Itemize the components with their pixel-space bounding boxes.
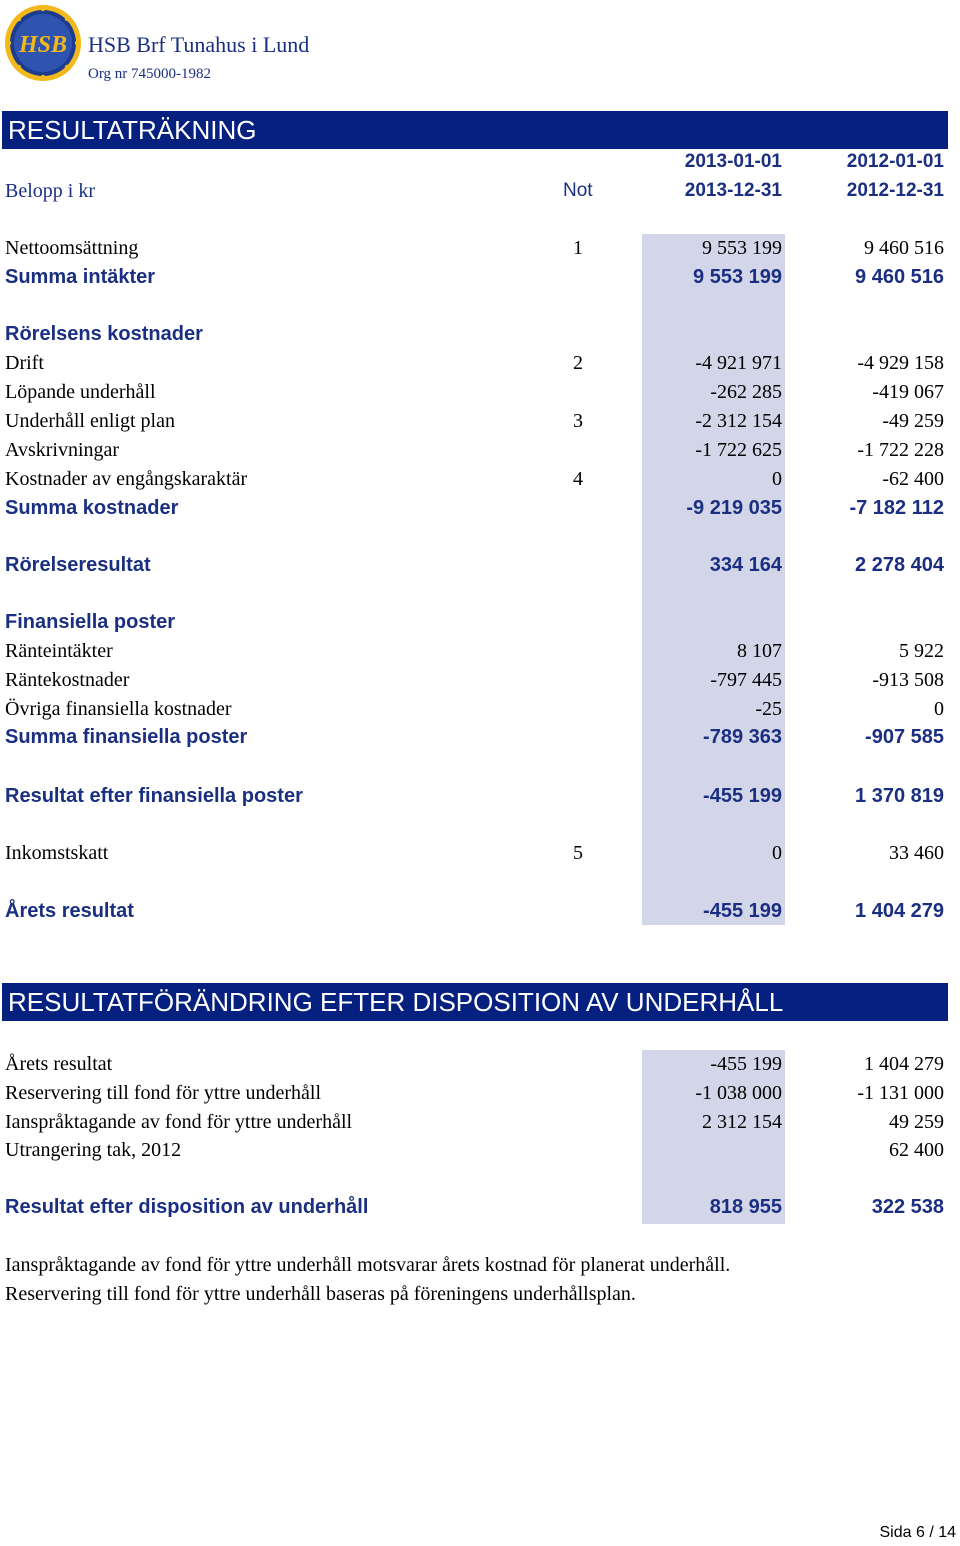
page-number: Sida 6 / 14 bbox=[879, 1524, 956, 1541]
row-label: Underhåll enligt plan bbox=[5, 410, 175, 432]
col1-to-date: 2013-12-31 bbox=[684, 180, 782, 201]
row-drift bbox=[0, 349, 960, 378]
row-label: Resultat efter finansiella poster bbox=[5, 785, 303, 807]
row-lopande-underhall bbox=[0, 378, 960, 407]
row-ranteintakter bbox=[0, 637, 960, 666]
row-resultat-efter-finansiella bbox=[0, 782, 960, 811]
row-label: Resultat efter disposition av underhåll bbox=[5, 1196, 369, 1218]
row-value-2013: -9 219 035 bbox=[686, 497, 782, 519]
row-value-2012: 322 538 bbox=[871, 1196, 944, 1218]
section-label: Finansiella poster bbox=[5, 611, 176, 633]
row-value-2012: 2 278 404 bbox=[855, 554, 944, 576]
row-rorelseresultat bbox=[0, 551, 960, 580]
document-header bbox=[0, 0, 960, 100]
row-label: Räntekostnader bbox=[5, 669, 130, 691]
row-summa-kostnader bbox=[0, 494, 960, 523]
row-label: Ränteintäkter bbox=[5, 640, 113, 662]
row-label: Årets resultat bbox=[5, 900, 134, 922]
row-label: Övriga finansiella kostnader bbox=[5, 698, 232, 720]
row-label: Reservering till fond för yttre underhåll bbox=[5, 1082, 322, 1104]
row-value-2012: 9 460 516 bbox=[864, 237, 944, 259]
disp-row-resultat-efter-disposition bbox=[0, 1193, 960, 1222]
row-value-2012: 9 460 516 bbox=[855, 266, 944, 288]
row-value-2012: 1 370 819 bbox=[855, 785, 944, 807]
row-value-2012: -419 067 bbox=[872, 381, 944, 403]
row-engangskaraktar bbox=[0, 465, 960, 494]
row-value-2013: 2 312 154 bbox=[702, 1111, 782, 1133]
row-label: Summa kostnader bbox=[5, 497, 179, 519]
row-label: Avskrivningar bbox=[5, 439, 120, 461]
row-value-2012: -1 131 000 bbox=[857, 1082, 944, 1104]
row-value-2013: -1 038 000 bbox=[695, 1082, 782, 1104]
row-not: 2 bbox=[573, 352, 583, 374]
row-value-2013: 0 bbox=[772, 842, 782, 864]
row-label: Ianspråktagande av fond för yttre underhåll bbox=[5, 1111, 353, 1133]
row-label: Rörelseresultat bbox=[5, 554, 151, 576]
row-value-2012: -4 929 158 bbox=[857, 352, 944, 374]
row-value-2013: -262 285 bbox=[710, 381, 782, 403]
row-value-2012: -49 259 bbox=[882, 410, 944, 432]
row-value-2012: -1 722 228 bbox=[857, 439, 944, 461]
row-value-2012: 62 400 bbox=[889, 1139, 944, 1161]
row-rorelsens-kostnader bbox=[0, 320, 960, 349]
row-rantekostnader bbox=[0, 666, 960, 695]
row-not: 5 bbox=[573, 842, 583, 864]
row-value-2013: 334 164 bbox=[709, 554, 782, 576]
disp-row-arets-resultat bbox=[0, 1050, 960, 1079]
row-avskrivningar bbox=[0, 436, 960, 465]
disp-row-utrangering bbox=[0, 1136, 960, 1165]
belopp-label: Belopp i kr bbox=[5, 180, 95, 202]
row-value-2013: -797 445 bbox=[710, 669, 782, 691]
row-label: Summa intäkter bbox=[5, 266, 156, 288]
row-arets-resultat bbox=[0, 897, 960, 926]
row-summa-finansiella-poster bbox=[0, 723, 960, 752]
row-value-2013: -455 199 bbox=[710, 1053, 782, 1075]
row-label: Nettoomsättning bbox=[5, 237, 139, 259]
row-label: Summa finansiella poster bbox=[5, 726, 248, 748]
row-not: 4 bbox=[573, 468, 583, 490]
col2-to-date: 2012-12-31 bbox=[846, 180, 944, 201]
not-column-header: Not bbox=[563, 180, 593, 201]
row-value-2012: 5 922 bbox=[899, 640, 944, 662]
row-label: Löpande underhåll bbox=[5, 381, 156, 403]
row-ovriga-finansiella bbox=[0, 695, 960, 724]
note-ianspraktagande: Ianspråktagande av fond för yttre underhåll motsvarar årets kostnad för planerat underhåll. bbox=[5, 1254, 731, 1276]
row-not: 1 bbox=[573, 237, 583, 259]
row-value-2012: -907 585 bbox=[865, 726, 944, 748]
row-inkomstskatt bbox=[0, 839, 960, 868]
organization-number: Org nr 745000-1982 bbox=[88, 66, 212, 82]
row-value-2013: 9 553 199 bbox=[693, 266, 782, 288]
row-value-2013: 0 bbox=[772, 468, 782, 490]
row-not: 3 bbox=[573, 410, 583, 432]
row-value-2013: -2 312 154 bbox=[695, 410, 782, 432]
row-label: Kostnader av engångskaraktär bbox=[5, 468, 248, 490]
row-value-2013: -25 bbox=[755, 698, 782, 720]
row-nettoomsattning bbox=[0, 234, 960, 263]
row-value-2012: 0 bbox=[934, 698, 944, 720]
row-label: Utrangering tak, 2012 bbox=[5, 1139, 182, 1161]
row-value-2012: 1 404 279 bbox=[855, 900, 944, 922]
row-value-2013: -789 363 bbox=[703, 726, 782, 748]
row-value-2013: 8 107 bbox=[737, 640, 782, 662]
col2-from-date: 2012-01-01 bbox=[846, 151, 944, 172]
disposition-heading: RESULTATFÖRÄNDRING EFTER DISPOSITION AV UNDERHÅLL bbox=[2, 983, 948, 1021]
row-finansiella-poster bbox=[0, 608, 960, 637]
row-value-2013: -1 722 625 bbox=[695, 439, 782, 461]
disp-row-reservering bbox=[0, 1079, 960, 1108]
svg-text:HSB: HSB bbox=[18, 32, 68, 58]
resultatrakning-heading: RESULTATRÄKNING bbox=[2, 111, 948, 149]
row-value-2012: 33 460 bbox=[889, 842, 944, 864]
row-underhall-enligt-plan bbox=[0, 407, 960, 436]
disp-row-ianspraktagande bbox=[0, 1108, 960, 1137]
row-value-2013: 818 955 bbox=[709, 1196, 782, 1218]
row-summa-intakter bbox=[0, 263, 960, 292]
row-value-2012: -7 182 112 bbox=[849, 497, 944, 519]
row-label: Årets resultat bbox=[5, 1053, 113, 1075]
row-value-2013: -4 921 971 bbox=[695, 352, 782, 374]
row-label: Inkomstskatt bbox=[5, 842, 109, 864]
col1-from-date: 2013-01-01 bbox=[684, 151, 782, 172]
row-label: Drift bbox=[5, 352, 44, 374]
row-value-2013: -455 199 bbox=[703, 785, 782, 807]
note-reservering: Reservering till fond för yttre underhåll baseras på föreningens underhållsplan. bbox=[5, 1283, 636, 1305]
row-value-2012: -913 508 bbox=[872, 669, 944, 691]
row-value-2012: 1 404 279 bbox=[864, 1053, 944, 1075]
row-value-2012: 49 259 bbox=[889, 1111, 944, 1133]
hsb-logo bbox=[3, 3, 83, 83]
organization-name: HSB Brf Tunahus i Lund bbox=[88, 32, 310, 57]
section-label: Rörelsens kostnader bbox=[5, 323, 203, 345]
row-value-2013: -455 199 bbox=[703, 900, 782, 922]
row-value-2012: -62 400 bbox=[882, 468, 944, 490]
row-value-2013: 9 553 199 bbox=[702, 237, 782, 259]
